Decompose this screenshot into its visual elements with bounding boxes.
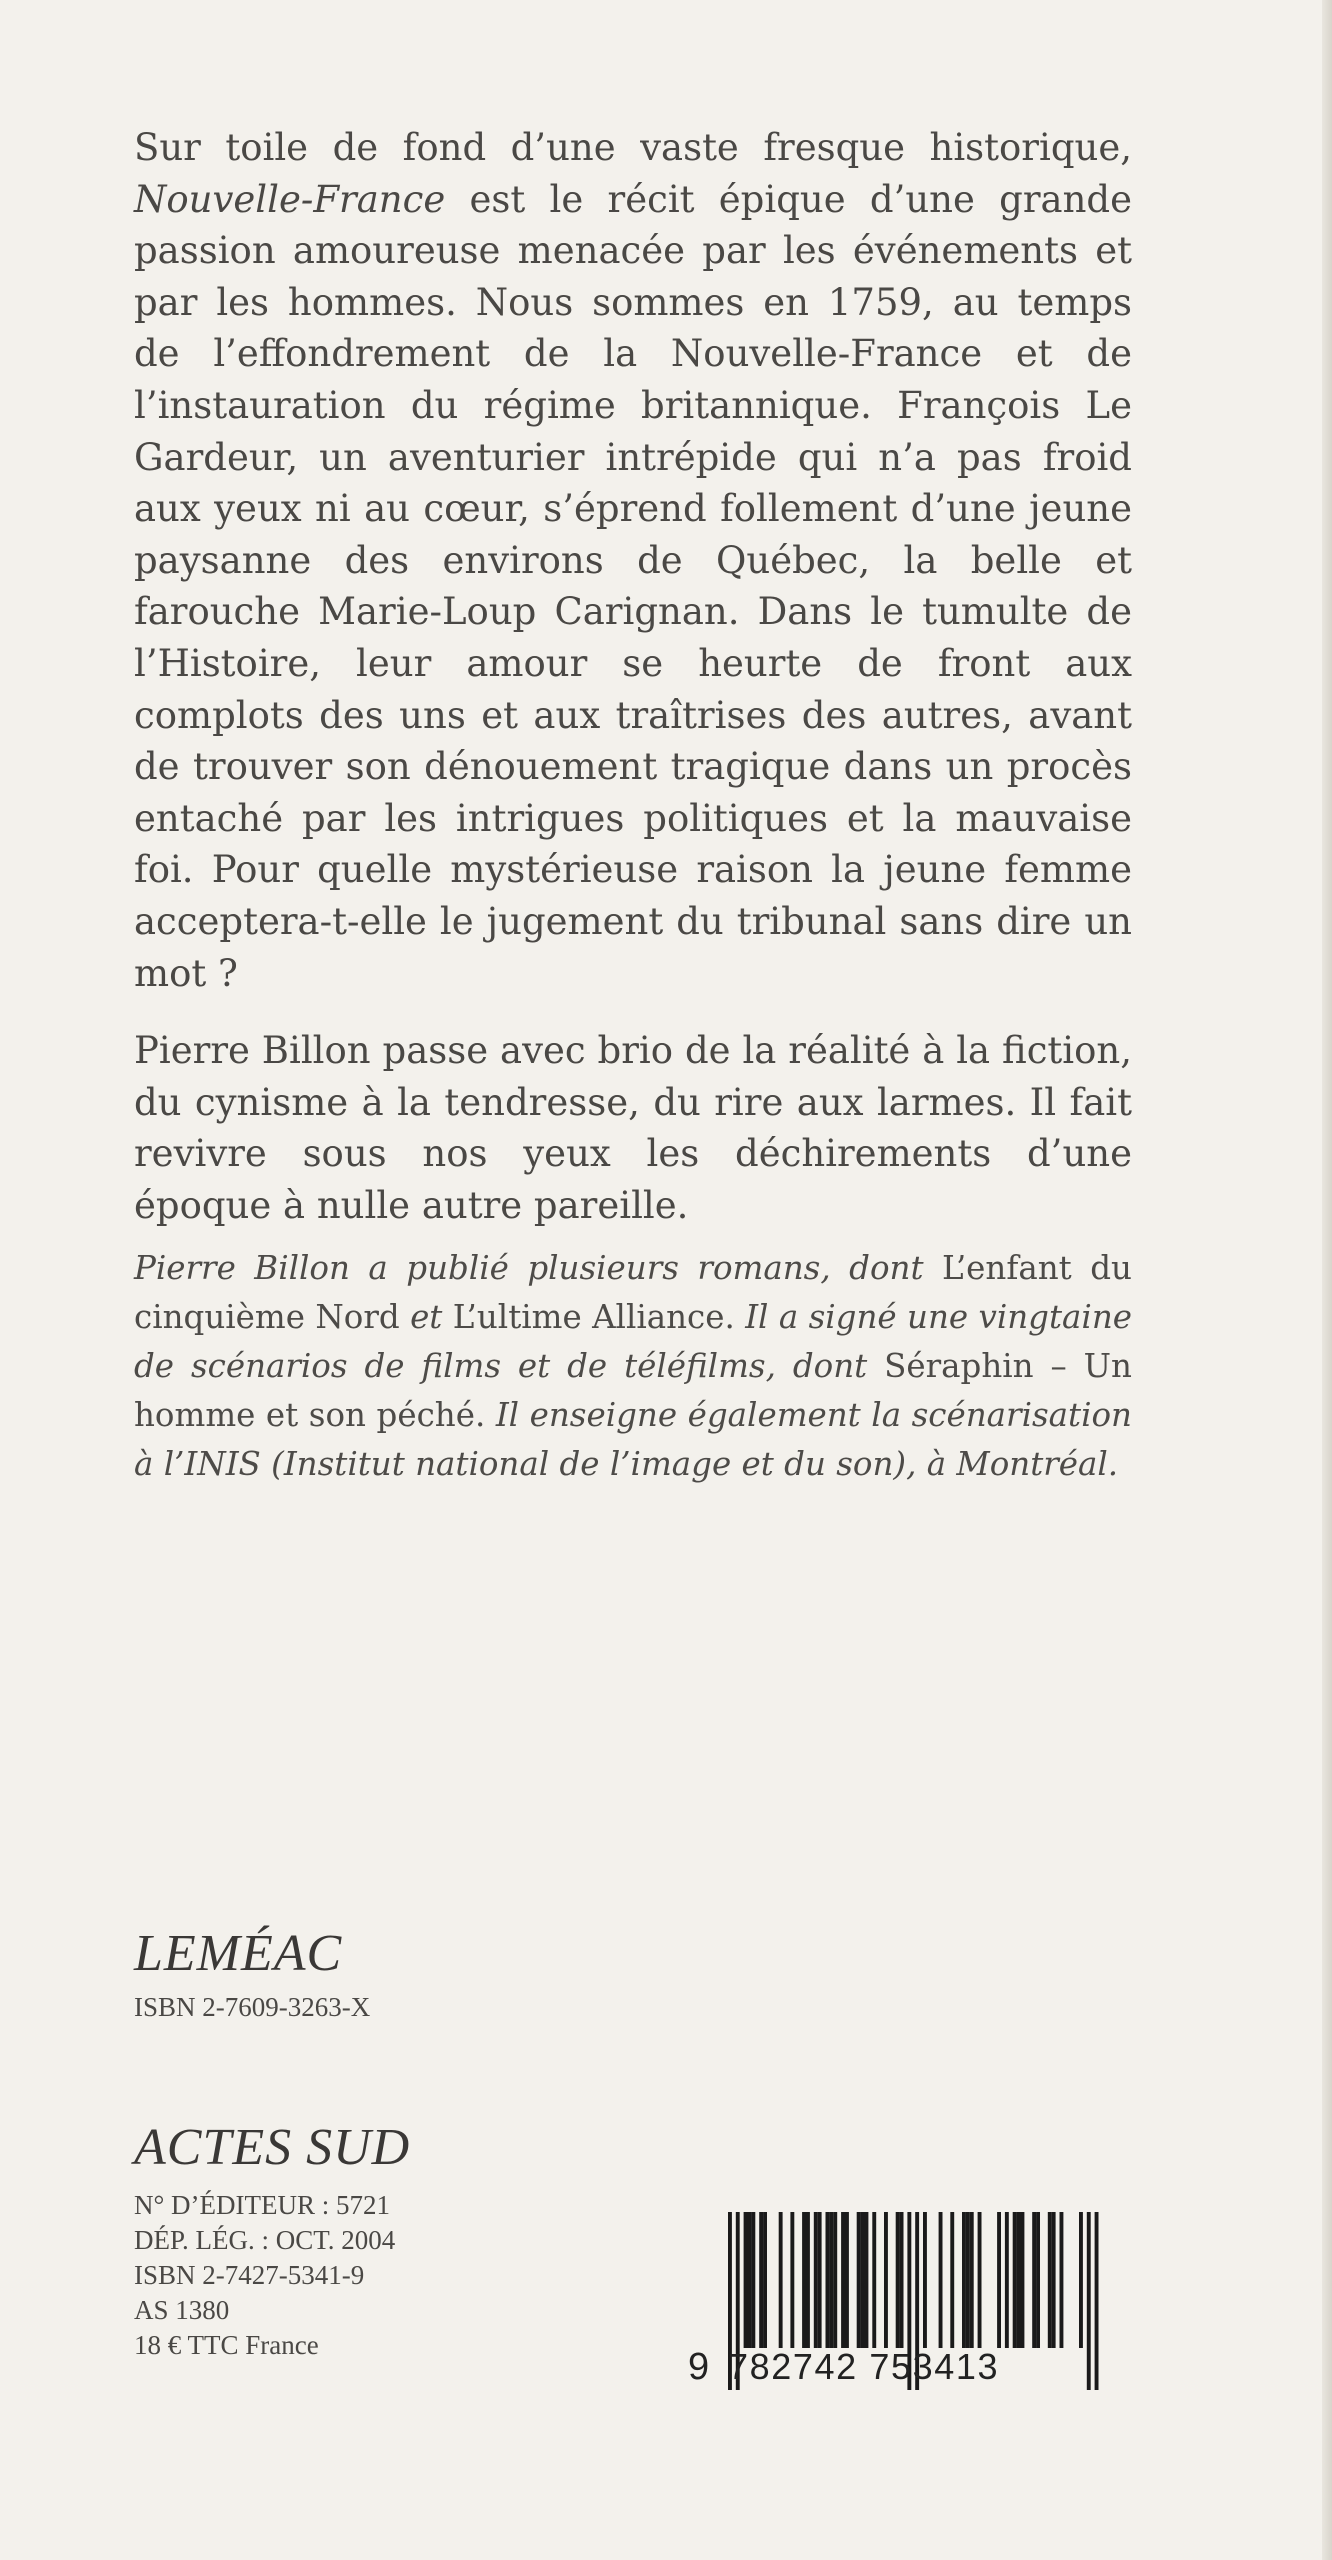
blurb-p1-start: Sur toile de fond d’une vaste fresque historique, — [134, 126, 1132, 169]
lemeac-isbn: ISBN 2-7609-3263-X — [134, 1992, 371, 2022]
barcode-bar — [1021, 2212, 1025, 2348]
barcode-bar — [962, 2212, 966, 2348]
barcode-bar — [845, 2212, 849, 2348]
barcode-bar — [826, 2212, 830, 2348]
blurb-paragraph-1 — [134, 122, 1132, 999]
barcode-bar — [923, 2212, 927, 2348]
blurb-p1-rest: est le récit épique d’une grande passion amoureuse menacée par les événements et par les hommes. Nous sommes en 1759, au temps de l’effondrement de la Nouvelle-France et de l’instauration du régime britannique. François Le Gardeur, un aventurier intrépide qui n’a pas froid aux yeux ni au cœur, s’éprend follement d’une jeune paysanne des environs de Québec, la belle et farouche Marie-Loup Carignan. Dans le tumulte de l’Histoire, leur amour se heurte de front aux complots des uns et aux traîtrises des autres, avant de trouver son dénouement tragique dans un procès entaché par les intrigues politiques et la mauvaise foi. Pour quelle mystérieuse raison la jeune femme acceptera-t-elle le jugement du tribunal sans dire un mot ? — [134, 177, 1132, 995]
lemeac-logo: LEMÉAC — [134, 1925, 343, 1982]
barcode-bar — [896, 2212, 900, 2348]
blurb-paragraph-2: Pierre Billon passe avec brio de la réalité à la fiction, du cynisme à la tendresse, du rire aux larmes. Il fait revivre sous nos yeux les déchirements d’une époque à nulle autre pareille. — [134, 1029, 1132, 1227]
editor-number: N° D’ÉDITEUR : 5721 — [134, 2190, 391, 2220]
barcode-bar — [872, 2212, 876, 2348]
bio-title-2: L’ultime Alliance. — [442, 1298, 746, 1336]
barcode-bar — [744, 2212, 748, 2348]
bio-title-3: Séraphin – Un homme et son péché. — [134, 1347, 1132, 1434]
barcode-bar — [748, 2212, 752, 2348]
bio-segment-1: Pierre Billon a publié plusieurs romans, dont — [134, 1249, 924, 1287]
barcode-lead-digit: 9 — [688, 2346, 710, 2388]
barcode-bar — [966, 2212, 970, 2348]
barcode-bar — [1036, 2212, 1040, 2348]
barcode-bar — [1060, 2212, 1064, 2348]
book-title: Nouvelle-France — [134, 177, 446, 221]
barcode-bar — [763, 2212, 767, 2348]
actes-sud-logo: ACTES SUD — [134, 2119, 411, 2176]
barcode-bar — [1017, 2212, 1021, 2348]
price: 18 € TTC France — [134, 2330, 319, 2360]
barcode-bar — [1013, 2212, 1017, 2348]
barcode-bar — [978, 2212, 982, 2348]
barcode-bar — [829, 2212, 833, 2348]
barcode-bar — [997, 2212, 1001, 2348]
barcode-bar — [1048, 2212, 1052, 2348]
barcode-digits: 782742 753413 — [728, 2346, 1000, 2387]
barcode-bar — [806, 2212, 810, 2348]
barcode-bar — [1087, 2212, 1091, 2390]
back-cover-blurb — [134, 122, 1132, 1231]
barcode-bar — [970, 2212, 974, 2348]
bio-segment-2: et — [410, 1298, 443, 1336]
barcode-bar — [900, 2212, 904, 2348]
barcode-bar — [802, 2212, 806, 2348]
barcode-bar — [1052, 2212, 1056, 2348]
bio-segment-3: Il a signé une vingtaine de scénarios de films et de téléfilms, dont — [134, 1298, 1132, 1385]
barcode-bar — [790, 2212, 794, 2348]
barcode-bar — [1005, 2212, 1009, 2348]
bio-title-1: L’enfant du cinquième Nord — [134, 1249, 1132, 1336]
actes-sud-isbn: ISBN 2-7427-5341-9 — [134, 2260, 365, 2290]
actes-sud-details — [134, 2188, 410, 2363]
barcode-bar — [1079, 2212, 1083, 2348]
barcode-bar — [841, 2212, 845, 2348]
publisher-leméac — [134, 1925, 371, 2025]
bio-segment-4: Il enseigne également la scénarisation à l’INIS (Institut national de l’image et du son), à Montréal. — [134, 1396, 1132, 1483]
barcode-bar — [833, 2212, 837, 2348]
barcode-bar — [861, 2212, 865, 2348]
barcode-bar — [1032, 2212, 1036, 2348]
barcode-bar — [759, 2212, 763, 2348]
legal-deposit: DÉP. LÉG. : OCT. 2004 — [134, 2225, 396, 2255]
publisher-actes-sud — [134, 2119, 411, 2363]
barcode-bar — [857, 2212, 861, 2348]
barcode-bar — [1095, 2212, 1099, 2390]
barcode-bar — [939, 2212, 943, 2348]
author-bio — [134, 1244, 1132, 1489]
barcode-bar — [779, 2212, 783, 2348]
cover-edge — [1322, 0, 1332, 2560]
as-number: AS 1380 — [134, 2295, 230, 2325]
barcode-bar — [818, 2212, 822, 2348]
barcode-bar — [884, 2212, 888, 2348]
barcode-bar — [814, 2212, 818, 2348]
barcode-bar — [751, 2212, 755, 2348]
barcode-bar — [865, 2212, 869, 2348]
barcode-bar — [950, 2212, 954, 2348]
barcode — [688, 2212, 1120, 2402]
